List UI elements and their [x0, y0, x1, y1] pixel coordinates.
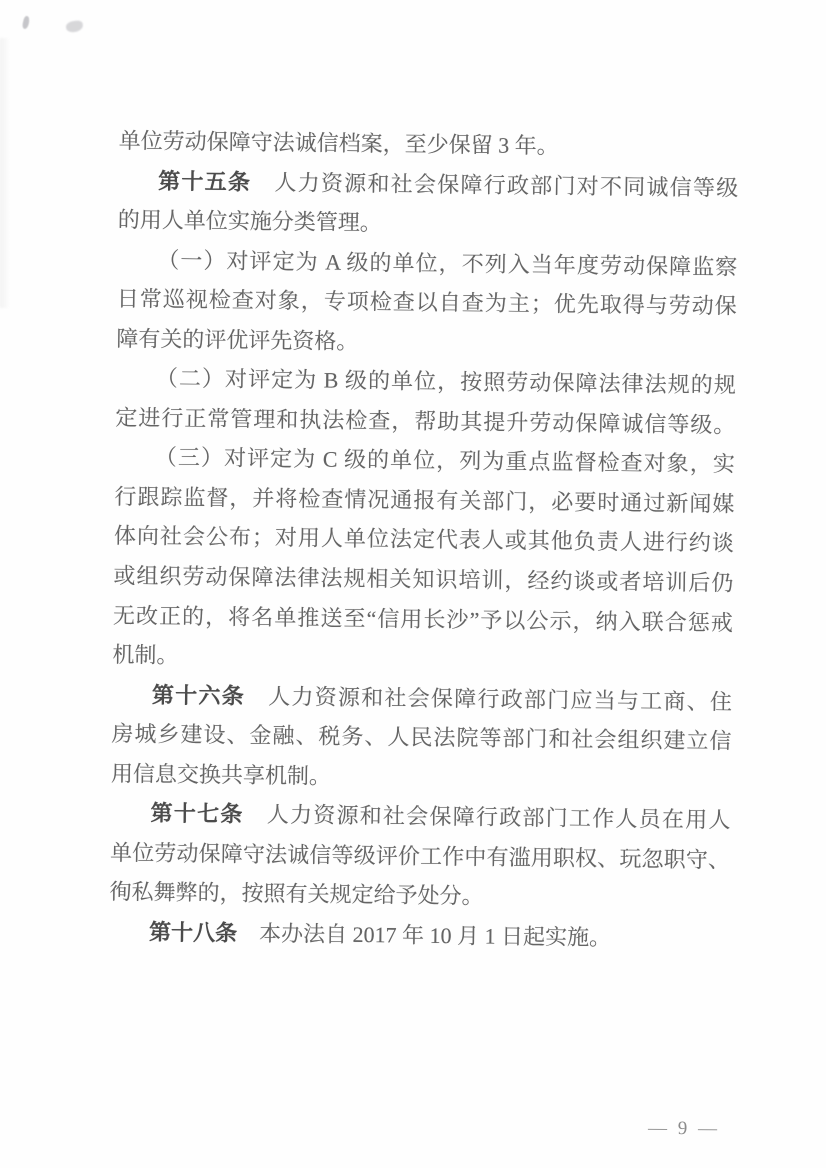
text-line: 用信息交换共享机制。 — [110, 760, 332, 789]
scan-edge-shade — [0, 38, 10, 308]
article-number: 第十七条 — [150, 800, 244, 827]
text-line: 单位劳动保障守法诚信档案，至少保留 3 年。 — [118, 127, 559, 159]
text-line: 机制。 — [112, 642, 179, 668]
text-line: 定进行正常管理和执法检查，帮助其提升劳动保障诚信等级。 — [115, 404, 736, 438]
text-line: 障有关的评优评先资格。 — [116, 325, 359, 354]
text-line: 行跟踪监督，并将检查情况通报有关部门，必要时通过新闻媒 — [114, 483, 735, 517]
text-line: 徇私舞弊的，按照有关规定给予处分。 — [109, 879, 484, 909]
text-line: 的用人单位实施分类管理。 — [117, 207, 382, 236]
text-line: 第十七条 人力资源和社会保障行政部门工作人员在用人 — [150, 800, 731, 833]
text-line: 体向社会公布；对用人单位法定代表人或其他负责人进行约谈 — [113, 523, 735, 557]
text-line: 或组织劳动保障法律法规相关知识培训，经约谈或者培训后仍 — [113, 562, 734, 596]
scan-speck — [65, 20, 83, 33]
text-line: （三）对评定为 C 级的单位，列为重点监督检查对象，实 — [154, 444, 736, 477]
article-number: 第十六条 — [151, 682, 246, 709]
text-line: 第十八条 本办法自 2017 年 10 月 1 日起实施。 — [148, 919, 612, 951]
text-line: 房城乡建设、金融、税务、人民法院等部门和社会组织建立信 — [111, 721, 732, 754]
text-line: （二）对评定为 B 级的单位，按照劳动保障法律法规的规 — [155, 365, 736, 398]
text-line: 日常巡视检查对象，专项检查以自查为主；优先取得与劳动保 — [116, 286, 737, 319]
text-line: （一）对评定为 A 级的单位，不列入当年度劳动保障监察 — [157, 247, 738, 280]
scan-speck — [22, 15, 31, 29]
document-text-block — [109, 121, 739, 959]
article-number: 第十八条 — [148, 919, 238, 946]
article-number: 第十五条 — [158, 168, 252, 195]
text-line: 无改正的，将名单推送至“信用长沙”予以公示，纳入联合惩戒 — [112, 602, 734, 636]
text-line: 单位劳动保障守法诚信等级评价工作中有滥用职权、玩忽职守、 — [109, 839, 731, 873]
page-number: — 9 — — [647, 1117, 721, 1140]
text-line: 第十五条 人力资源和社会保障行政部门对不同诚信等级 — [158, 168, 739, 201]
text-line: 第十六条 人力资源和社会保障行政部门应当与工商、住 — [151, 682, 733, 715]
